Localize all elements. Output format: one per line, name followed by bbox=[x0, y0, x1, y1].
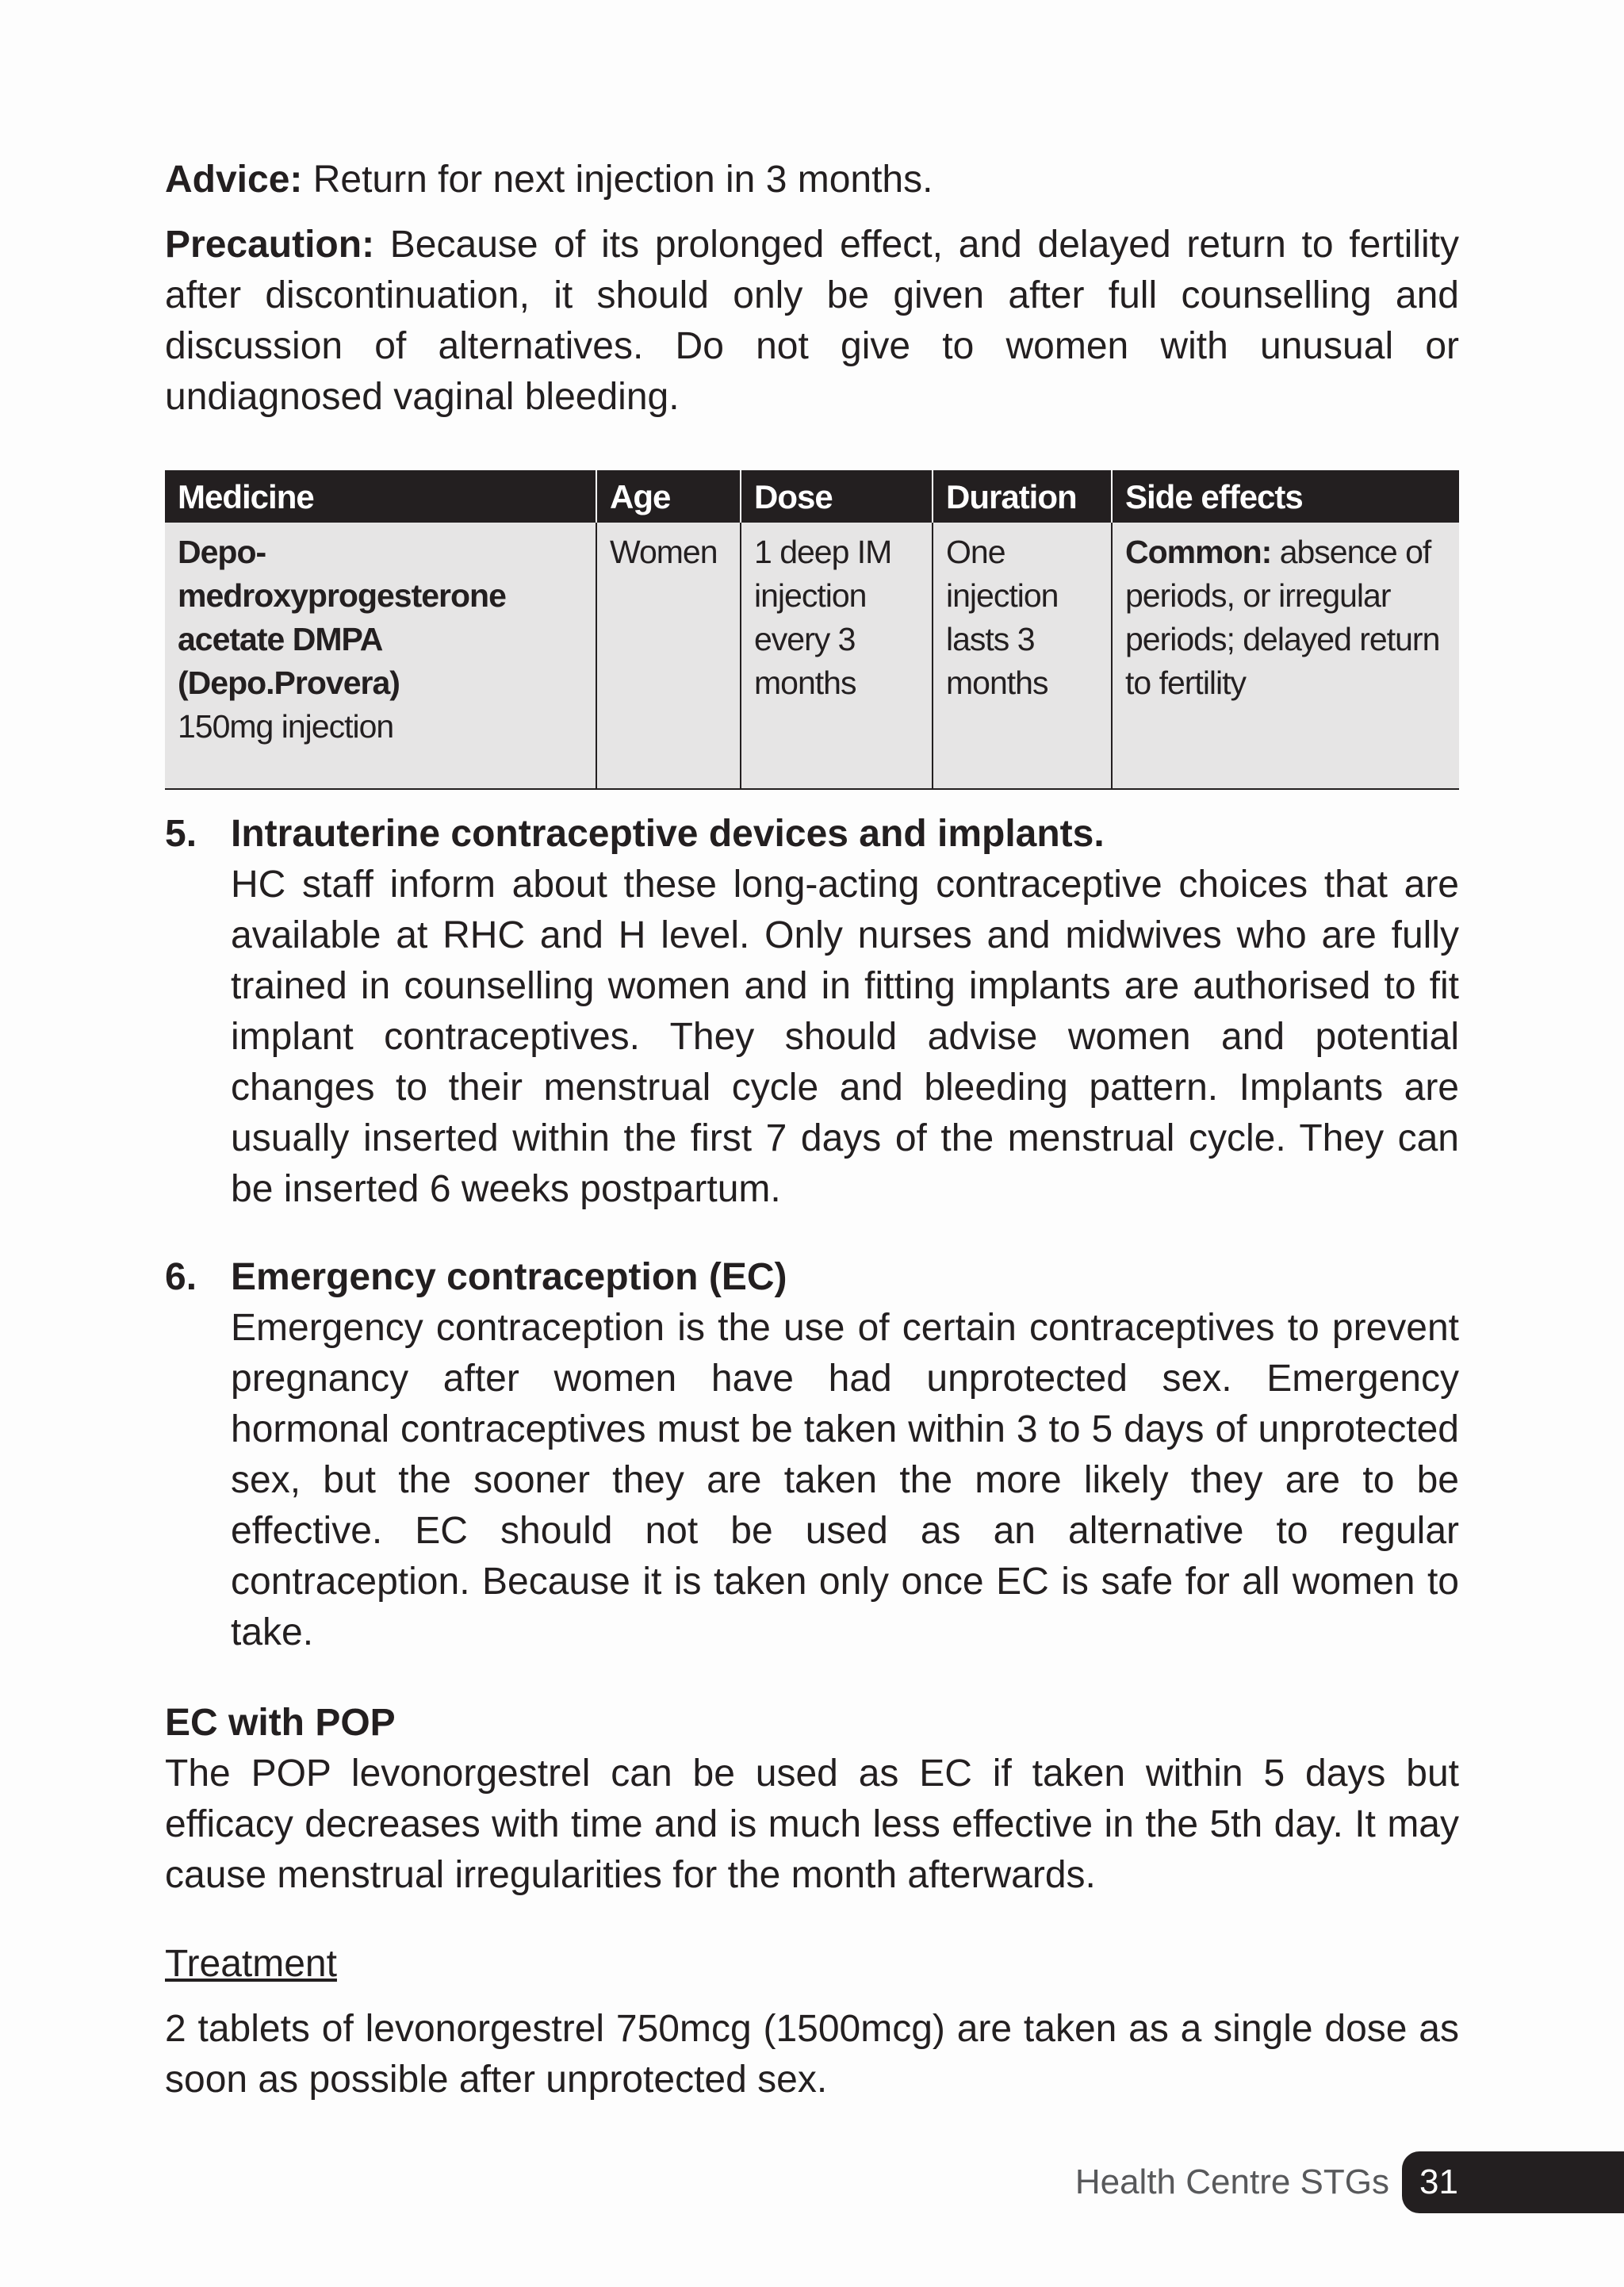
medicine-strength-line: 150mg injection bbox=[178, 708, 394, 745]
table-row bbox=[165, 523, 1459, 789]
cell-medicine bbox=[165, 523, 596, 789]
precaution-paragraph bbox=[165, 220, 1459, 423]
list-item-number: 5. bbox=[165, 813, 197, 855]
list-item-heading: Intrauterine contraceptive devices and implants. bbox=[231, 813, 1105, 855]
page-number: 31 bbox=[1419, 2162, 1458, 2201]
treatment-heading: Treatment bbox=[165, 1943, 337, 1985]
treatment-text: 2 tablets of levonorgestrel 750mcg (1500mcg) are taken as a single dose as soon as possible after unprotected sex. bbox=[165, 2008, 1459, 2101]
medicine-name-line: Depo-medroxyprogesterone bbox=[178, 534, 506, 614]
dose-line: 1 deep IM bbox=[754, 534, 892, 570]
ec-pop-heading: EC with POP bbox=[165, 1702, 396, 1744]
cell-side-effects bbox=[1112, 523, 1459, 789]
precaution-label: Precaution: bbox=[165, 224, 375, 266]
list-item-5 bbox=[165, 809, 1459, 1215]
duration-line: months bbox=[946, 665, 1048, 701]
footer-title: Health Centre STGs bbox=[1074, 2162, 1389, 2201]
medicine-name-line: (Depo.Provera) bbox=[178, 665, 400, 701]
advice-text: Return for next injection in 3 months. bbox=[302, 159, 933, 201]
duration-line: injection bbox=[946, 577, 1059, 614]
list-item-text: HC staff inform about these long-acting contraceptive choices that are available at RHC and H level. Only nurses and midwives who are fully trained in counselling women and in fitting implants are authorised to fit implant contraceptives. They should advise women and potential changes to their menstrual cycle and bleeding pattern. Implants are usually inserted within the first 7 days of the menstrual cycle. They can be inserted 6 weeks postpartum. bbox=[231, 864, 1459, 1210]
side-effects-line: periods, or irregular bbox=[1125, 577, 1391, 614]
side-effects-line: to fertility bbox=[1125, 665, 1247, 701]
medicine-table bbox=[165, 470, 1459, 790]
duration-line: lasts 3 bbox=[946, 621, 1035, 657]
side-effects-label: Common: bbox=[1125, 534, 1272, 570]
dose-line: every 3 bbox=[754, 621, 856, 657]
medicine-name-line: acetate DMPA bbox=[178, 621, 383, 657]
side-effects-line bbox=[1125, 531, 1446, 574]
cell-age bbox=[596, 523, 741, 789]
list-item-text: Emergency contraception is the use of certain contraceptives to prevent pregnancy after women have had unprotected sex. Emergency hormonal contraceptives must be taken within 3 to 5 days of unprotected sex, but the sooner they are taken the more likely they are to be effective. EC should not be used as an alternative to regular contraception. Because it is taken only once EC is safe for all women to take. bbox=[231, 1307, 1459, 1653]
dose-line: months bbox=[754, 665, 856, 701]
header-side-effects: Side effects bbox=[1112, 470, 1459, 523]
list-item-6 bbox=[165, 1252, 1459, 1658]
dose-line: injection bbox=[754, 577, 867, 614]
list-item-number: 6. bbox=[165, 1256, 197, 1298]
precaution-text: Because of its prolonged effect, and delayed return to fertility after discontinuation, it should only be given after full counselling and discussion of alternatives. Do not give to women with unusual or undiagnosed vaginal bleeding. bbox=[165, 224, 1459, 418]
page-content bbox=[165, 155, 1459, 2105]
side-effects-text: absence of bbox=[1271, 534, 1431, 570]
cell-duration bbox=[933, 523, 1112, 789]
header-dose: Dose bbox=[741, 470, 933, 523]
header-medicine: Medicine bbox=[165, 470, 596, 523]
cell-dose bbox=[741, 523, 933, 789]
header-duration: Duration bbox=[933, 470, 1112, 523]
page-number-tab bbox=[1402, 2151, 1624, 2213]
header-age: Age bbox=[596, 470, 741, 523]
advice-paragraph bbox=[165, 155, 1459, 205]
side-effects-line: periods; delayed return bbox=[1125, 621, 1440, 657]
age-value: Women bbox=[610, 534, 718, 570]
page-footer bbox=[1075, 2151, 1624, 2213]
duration-line: One bbox=[946, 534, 1005, 570]
list-item-heading: Emergency contraception (EC) bbox=[231, 1256, 787, 1298]
ec-pop-text: The POP levonorgestrel can be used as EC if taken within 5 days but efficacy decreases with time and is much less effective in the 5th day. It may cause menstrual irregularities for the month afterwards. bbox=[165, 1753, 1459, 1896]
table-header-row bbox=[165, 470, 1459, 523]
advice-label: Advice: bbox=[165, 159, 303, 201]
